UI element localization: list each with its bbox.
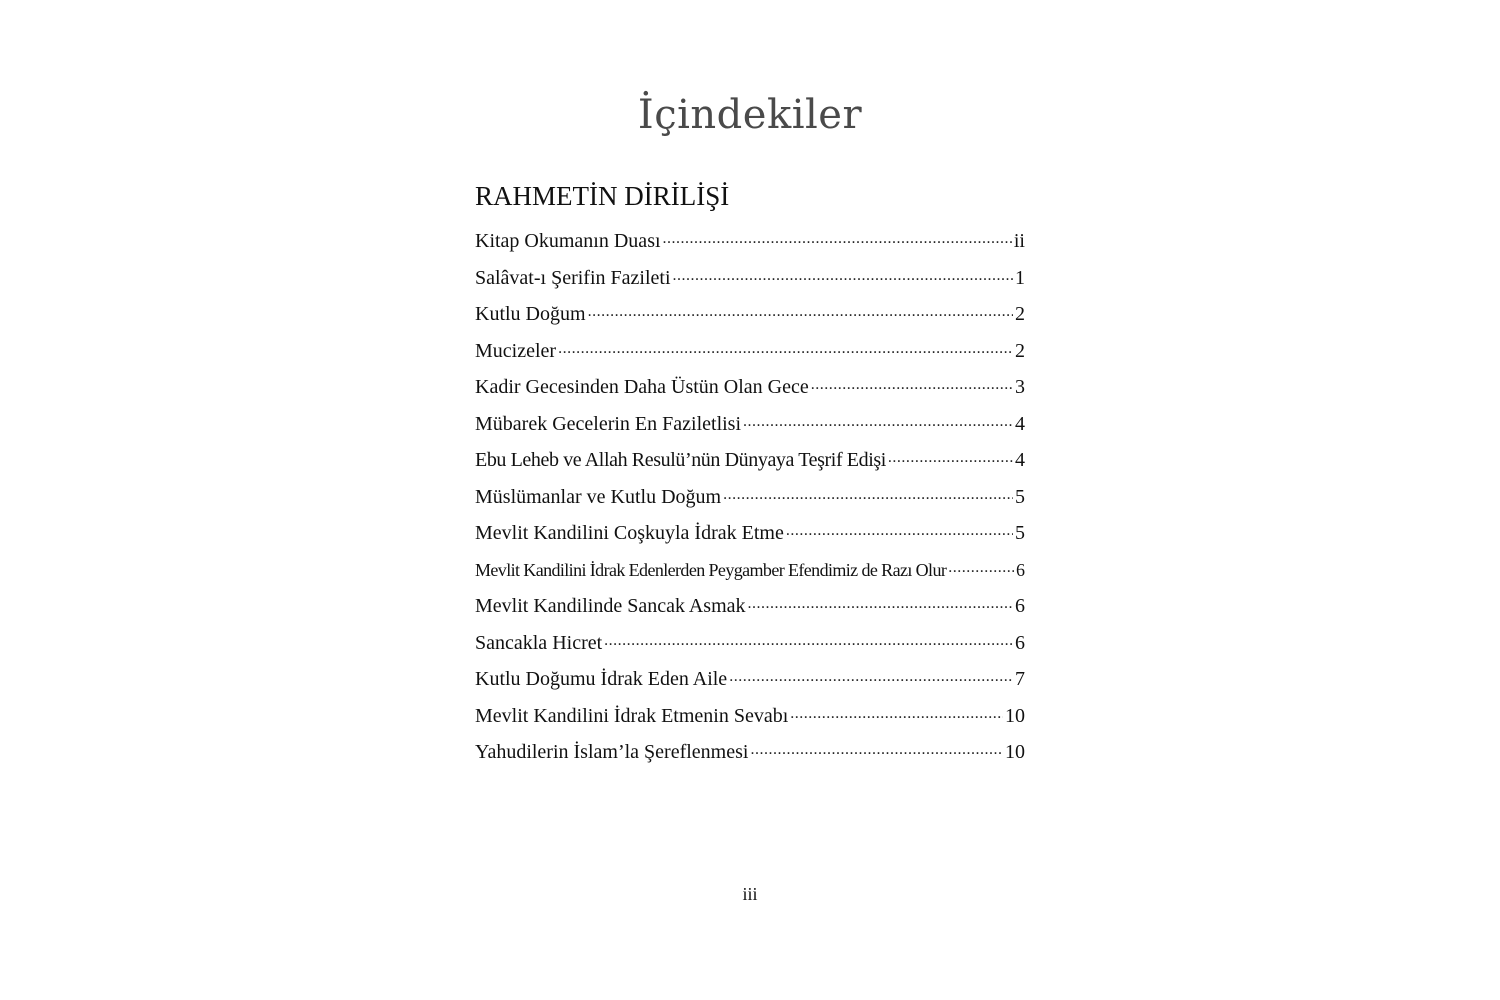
toc-entry-page: 2 xyxy=(1015,303,1025,325)
toc-entry-page: 7 xyxy=(1015,668,1025,690)
toc-entry-page: 6 xyxy=(1016,559,1025,580)
toc-entry-title: Mevlit Kandilinde Sancak Asmak xyxy=(475,595,746,617)
toc-entry-page: 3 xyxy=(1015,376,1025,398)
toc-entry-title: Kadir Gecesinden Daha Üstün Olan Gece xyxy=(475,376,809,398)
toc-entry-page: 5 xyxy=(1015,522,1025,544)
page-title: İçindekiler xyxy=(637,92,863,138)
toc-list xyxy=(475,226,1025,774)
toc-entry-page: 4 xyxy=(1015,449,1025,471)
toc-entry[interactable] xyxy=(475,591,1025,628)
toc-entry-title: Kitap Okumanın Duası xyxy=(475,230,661,252)
toc-entry[interactable] xyxy=(475,701,1025,738)
dot-leader xyxy=(723,483,1013,503)
page-number: iii xyxy=(742,884,758,904)
toc-entry[interactable] xyxy=(475,445,1025,482)
toc-entry-title: Mevlit Kandilini İdrak Etmenin Sevabı xyxy=(475,704,789,727)
toc-entry[interactable] xyxy=(475,482,1025,519)
toc-entry-page: 10 xyxy=(1005,741,1025,763)
dot-leader xyxy=(948,556,1014,576)
toc-entry[interactable] xyxy=(475,336,1025,373)
toc-entry[interactable] xyxy=(475,372,1025,409)
toc-entry-page: 5 xyxy=(1015,485,1025,508)
toc-entry[interactable] xyxy=(475,263,1025,300)
dot-leader xyxy=(558,337,1013,357)
toc-entry-title: Mucizeler xyxy=(475,339,557,362)
toc-entry[interactable] xyxy=(475,518,1025,555)
dot-leader xyxy=(888,446,1013,466)
toc-entry-title: Müslümanlar ve Kutlu Doğum xyxy=(475,485,722,508)
toc-entry-page: 2 xyxy=(1015,339,1025,362)
toc-entry[interactable] xyxy=(475,737,1025,774)
toc-entry[interactable] xyxy=(475,664,1025,701)
toc-entry-title: Ebu Leheb ve Allah Resulü’nün Dünyaya Teşrif Edişi xyxy=(475,449,886,471)
section-heading: RAHMETİN DİRİLİŞİ xyxy=(475,181,730,211)
dot-leader xyxy=(748,592,1013,612)
toc-entry-page: 6 xyxy=(1015,595,1025,617)
toc-entry[interactable] xyxy=(475,226,1025,263)
dot-leader xyxy=(811,373,1013,393)
dot-leader xyxy=(786,519,1013,539)
dot-leader xyxy=(790,702,1003,722)
toc-entry-title: Mevlit Kandilini İdrak Edenlerden Peygamber Efendimiz de Razı Olur xyxy=(475,559,947,580)
toc-entry[interactable] xyxy=(475,628,1025,665)
toc-entry-title: Kutlu Doğumu İdrak Eden Aile xyxy=(475,668,728,690)
toc-entry-title: Sancakla Hicret xyxy=(475,631,603,654)
toc-entry-page: 10 xyxy=(1005,704,1025,727)
toc-entry[interactable] xyxy=(475,409,1025,446)
table-of-contents xyxy=(475,176,1025,774)
dot-leader xyxy=(673,264,1014,284)
toc-entry[interactable] xyxy=(475,555,1025,592)
dot-leader xyxy=(743,410,1013,430)
dot-leader xyxy=(750,738,1003,758)
toc-entry-title: Salâvat-ı Şerifin Fazileti xyxy=(475,266,671,289)
toc-entry-page: 4 xyxy=(1015,412,1025,435)
toc-entry[interactable] xyxy=(475,299,1025,336)
dot-leader xyxy=(729,665,1013,685)
toc-entry-page: 6 xyxy=(1015,631,1025,654)
toc-entry-title: Mübarek Gecelerin En Faziletlisi xyxy=(475,412,742,435)
dot-leader xyxy=(604,629,1013,649)
toc-entry-page: ii xyxy=(1013,230,1025,252)
toc-entry-page: 1 xyxy=(1015,266,1025,289)
toc-entry-title: Yahudilerin İslam’la Şereflenmesi xyxy=(475,741,749,763)
dot-leader xyxy=(663,227,1012,247)
toc-entry-title: Mevlit Kandilini Coşkuyla İdrak Etme xyxy=(475,522,784,544)
toc-entry-title: Kutlu Doğum xyxy=(475,303,586,325)
dot-leader xyxy=(588,300,1013,320)
